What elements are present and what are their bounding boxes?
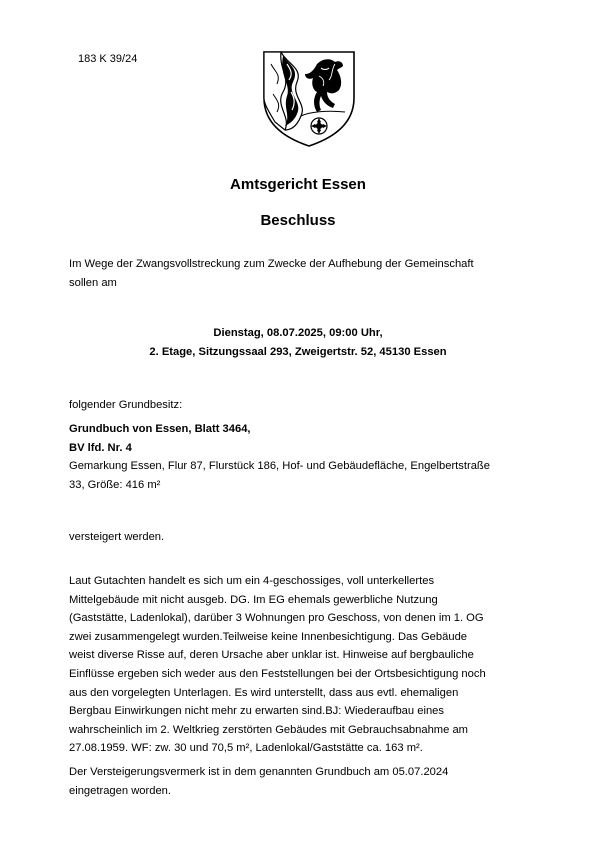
appraisal-paragraph xyxy=(69,572,529,758)
appraisal-line: Laut Gutachten handelt es sich um ein 4-geschossiges, voll unterkellertes xyxy=(69,575,435,587)
appraisal-line: zwei zusammengelegt wurden.Teilweise keine Innenbesichtigung. Das Gebäude xyxy=(69,630,468,643)
appointment-block xyxy=(0,324,596,361)
appraisal-line: Einflüsse ergeben sich weder aus den Feststellungen bei der Ortsbesichtigung noch xyxy=(69,667,486,680)
bv-number: BV lfd. Nr. 4 xyxy=(69,441,132,454)
auction-statement: versteigert werden. xyxy=(69,531,165,543)
parcel-line-2: 33, Größe: 416 m² xyxy=(69,478,161,491)
land-register: Grundbuch von Essen, Blatt 3464, xyxy=(69,423,251,435)
document-type: Beschluss xyxy=(260,212,336,229)
appraisal-line: wahrscheinlich im 2. Weltkrieg zerstörten Gebäudes mit Gebrauchsabnahme am xyxy=(69,723,468,736)
registration-line-1: Der Versteigerungsvermerk ist in dem genannten Grundbuch am 05.07.2024 xyxy=(69,766,449,778)
appraisal-line: Bergbau Einwirkungen nicht mehr zu erwarten sind.BJ: Wiederaufbau eines xyxy=(69,705,444,718)
intro-line-2: sollen am xyxy=(69,276,117,289)
coat-of-arms-icon xyxy=(261,50,357,148)
court-name: Amtsgericht Essen xyxy=(230,176,366,193)
registration-note xyxy=(69,763,529,800)
intro-paragraph xyxy=(69,255,529,292)
appointment-location: 2. Etage, Sitzungssaal 293, Zweigertstr. 52, 45130 Essen xyxy=(149,345,447,358)
parcel-line-1: Gemarkung Essen, Flur 87, Flurstück 186, Hof- und Gebäudefläche, Engelbertstraße xyxy=(69,460,490,473)
appraisal-line: Mittelgebäude mit nicht ausgeb. DG. Im EG ehemals gewerbliche Nutzung xyxy=(69,593,438,606)
file-number: 183 K 39/24 xyxy=(78,53,138,65)
appraisal-line: weist diverse Risse auf, deren Ursache aber unklar ist. Hinweise auf bergbauliche xyxy=(69,649,474,662)
property-label: folgender Grundbesitz: xyxy=(69,399,183,411)
property-block xyxy=(69,420,529,494)
appraisal-line: aus den vorgelegten Unterlagen. Es wird unterstellt, dass aus evtl. ehemaligen xyxy=(69,686,459,699)
appraisal-line: (Gaststätte, Ladenlokal), darüber 3 Wohnungen pro Geschoss, von denen im 1. OG xyxy=(69,612,484,625)
appointment-date-time: Dienstag, 08.07.2025, 09:00 Uhr, xyxy=(213,327,383,339)
appraisal-line: 27.08.1959. WF: zw. 30 und 70,5 m², Ladenlokal/Gaststätte ca. 163 m². xyxy=(69,742,423,755)
registration-line-2: eingetragen worden. xyxy=(69,784,172,797)
intro-line-1: Im Wege der Zwangsvollstreckung zum Zwecke der Aufhebung der Gemeinschaft xyxy=(69,258,474,270)
